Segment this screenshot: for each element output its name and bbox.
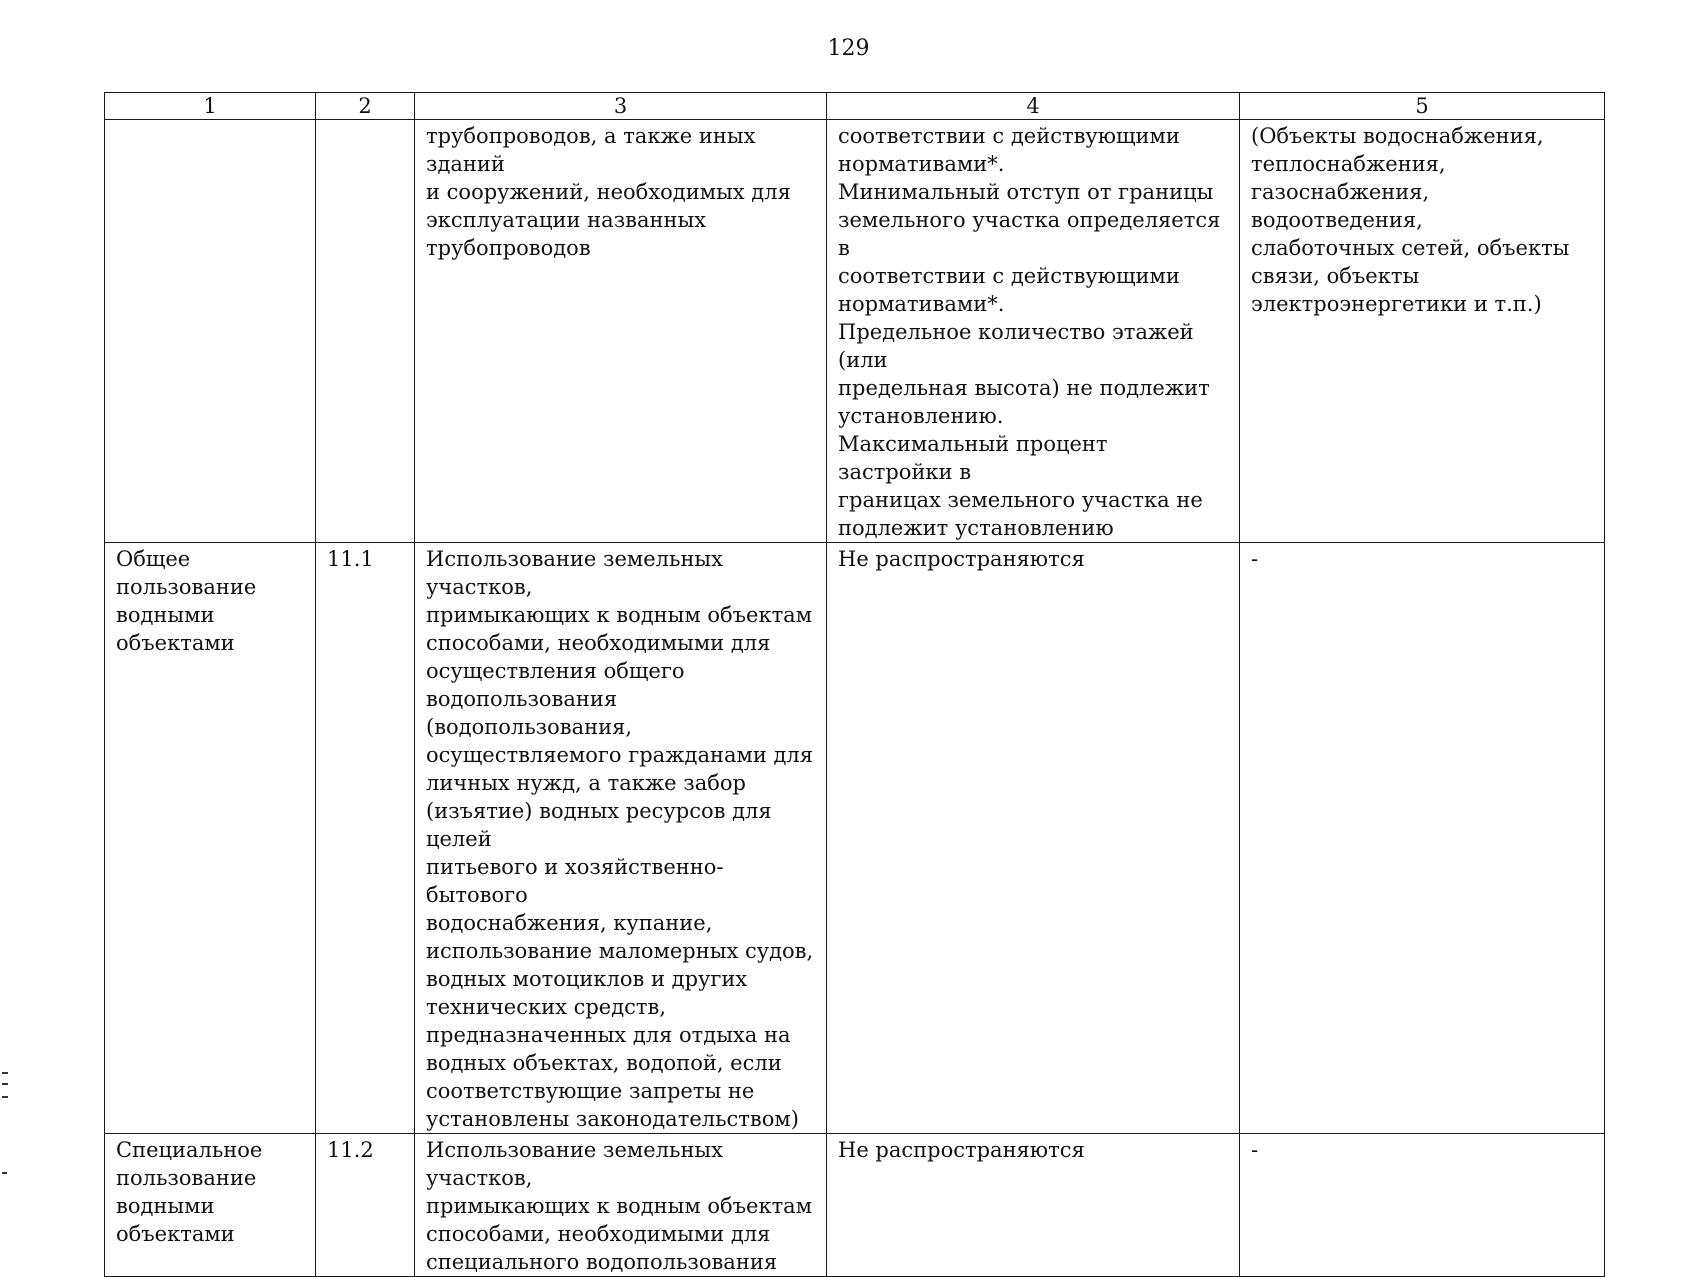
use-name-cell <box>105 120 316 543</box>
header-col-5: 5 <box>1240 93 1605 120</box>
use-code-cell <box>316 120 415 543</box>
use-description-cell: трубопроводов, а также иных зданий и сооружений, необходимых для эксплуатации названных трубопроводов <box>415 120 827 543</box>
regulations-table <box>104 92 1605 1277</box>
header-col-2: 2 <box>316 93 415 120</box>
page-number: 129 <box>827 36 870 61</box>
parameters-cell: соответствии с действующими нормативами*. Минимальный отступ от границы земельного участка определяется в соответствии с действующими нормативами*. Предельное количество этажей (или предельная высота) не подлежит установлению. Максимальный процент застройки в границах земельного участка не подлежит установлению <box>827 120 1240 543</box>
table-row <box>105 120 1605 543</box>
table-row <box>105 1134 1605 1277</box>
binding-margin-marks <box>2 1072 8 1098</box>
table-header-row <box>105 93 1605 120</box>
header-col-3: 3 <box>415 93 827 120</box>
header-col-1: 1 <box>105 93 316 120</box>
use-code-cell: 11.1 <box>316 543 415 1134</box>
notes-cell: - <box>1240 1134 1605 1277</box>
parameters-cell: Не распространяются <box>827 543 1240 1134</box>
use-name-cell: Специальное пользование водными объектами <box>105 1134 316 1277</box>
use-description-cell: Использование земельных участков, примыкающих к водным объектам способами, необходимыми для специального водопользования <box>415 1134 827 1277</box>
use-description-cell: Использование земельных участков, примыкающих к водным объектам способами, необходимыми для осуществления общего водопользования (водопользования, осуществляемого гражданами для личных нужд, а также забор (изъятие) водных ресурсов для целей питьевого и хозяйственно-бытового водоснабжения, купание, использование маломерных судов, водных мотоциклов и других технических средств, предназначенных для отдыха на водных объектах, водопой, если соответствующие запреты не установлены законодательством) <box>415 543 827 1134</box>
notes-cell: - <box>1240 543 1605 1134</box>
binding-margin-dash <box>2 1172 7 1174</box>
notes-cell: (Объекты водоснабжения, теплоснабжения, газоснабжения, водоотведения, слаботочных сетей, объекты связи, объекты электроэнергетики и т.п.) <box>1240 120 1605 543</box>
use-code-cell: 11.2 <box>316 1134 415 1277</box>
table-row <box>105 543 1605 1134</box>
use-name-cell: Общее пользование водными объектами <box>105 543 316 1134</box>
parameters-cell: Не распространяются <box>827 1134 1240 1277</box>
header-col-4: 4 <box>827 93 1240 120</box>
